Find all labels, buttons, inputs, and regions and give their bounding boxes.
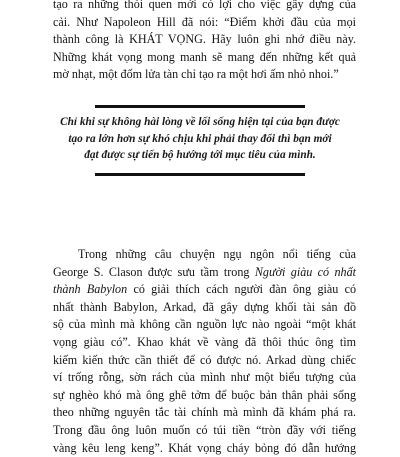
top-paragraph-line: tạo ra những thói quen mới có lợi cho việc gây dựng của: [53, 0, 356, 11]
pull-quote-line: Chỉ khi sự không hài lòng về lối sống hiện tại của bạn được: [60, 116, 340, 128]
body-paragraph-line: sộ của mình mà không cần nguồn lực nào ngoài “một khát: [53, 317, 356, 332]
top-paragraph-line: cải. Như Napoleon Hill đã nói: “Điểm khởi đầu của mọi: [53, 14, 356, 29]
body-paragraph-line: Trong những câu chuyện ngụ ngôn nổi tiếng của: [78, 247, 356, 261]
body-paragraph-line: [53, 264, 356, 282]
body-paragraph-line: kiếm kiến thức cần thiết để có được nó. Arkad dùng chiếc: [53, 352, 356, 367]
top-paragraph-line: Những khát vọng mong manh sẽ mang đến những kết quả: [53, 49, 356, 64]
body-paragraph: [53, 246, 356, 457]
top-paragraph: [53, 0, 356, 84]
body-paragraph-line: sự nghèo khó mà ông ghê tởm để buộc bản thân phải sống: [53, 387, 356, 402]
body-paragraph-line: Trong đầu ông luôn muốn có túi tiền “tròn đầy với tiếng: [53, 422, 356, 437]
body-paragraph-text: George S. Clason được sưu tầm trong: [53, 264, 250, 279]
top-paragraph-line: mờ nhạt, một đốm lửa tàn chỉ tạo ra một hơi ấm nhỏ nhoi.”: [53, 67, 339, 82]
top-paragraph-line: thành công là KHÁT VỌNG. Hãy luôn ghi nhớ điều này.: [53, 32, 356, 47]
body-paragraph-line: vàng kêu leng keng”. Khát vọng cháy bỏng đó dẫn hướng: [53, 440, 356, 455]
book-title: thành Babylon: [53, 282, 128, 297]
pull-quote-line: tạo ra lớn hơn sự khó chịu khi phải thay đổi thì bạn mới: [68, 132, 332, 145]
book-title: Người giàu có nhất: [254, 264, 356, 279]
body-paragraph-line: ví trống rỗng, sờn rách của mình như một biểu tượng của: [53, 370, 356, 385]
body-paragraph-line: vọng giàu có”. Khao khát về vàng đã thôi thúc ông tìm: [53, 334, 356, 349]
body-paragraph-line: nhất thành Babylon, Arkad, đã gây dựng khối tài sản đồ: [53, 299, 356, 314]
body-paragraph-text: có giải thích cách người đàn ông giàu có: [127, 282, 356, 297]
quote-bottom-rule: [95, 173, 305, 176]
pull-quote: [60, 114, 340, 164]
pull-quote-line: đạt được sự tiến bộ hướng tới mục tiêu của mình.: [84, 149, 316, 162]
body-paragraph-line: theo những nguyên tắc tài chính mà mình đã khám phá ra.: [53, 405, 356, 420]
body-paragraph-line: [53, 281, 356, 299]
quote-top-rule: [95, 105, 305, 108]
